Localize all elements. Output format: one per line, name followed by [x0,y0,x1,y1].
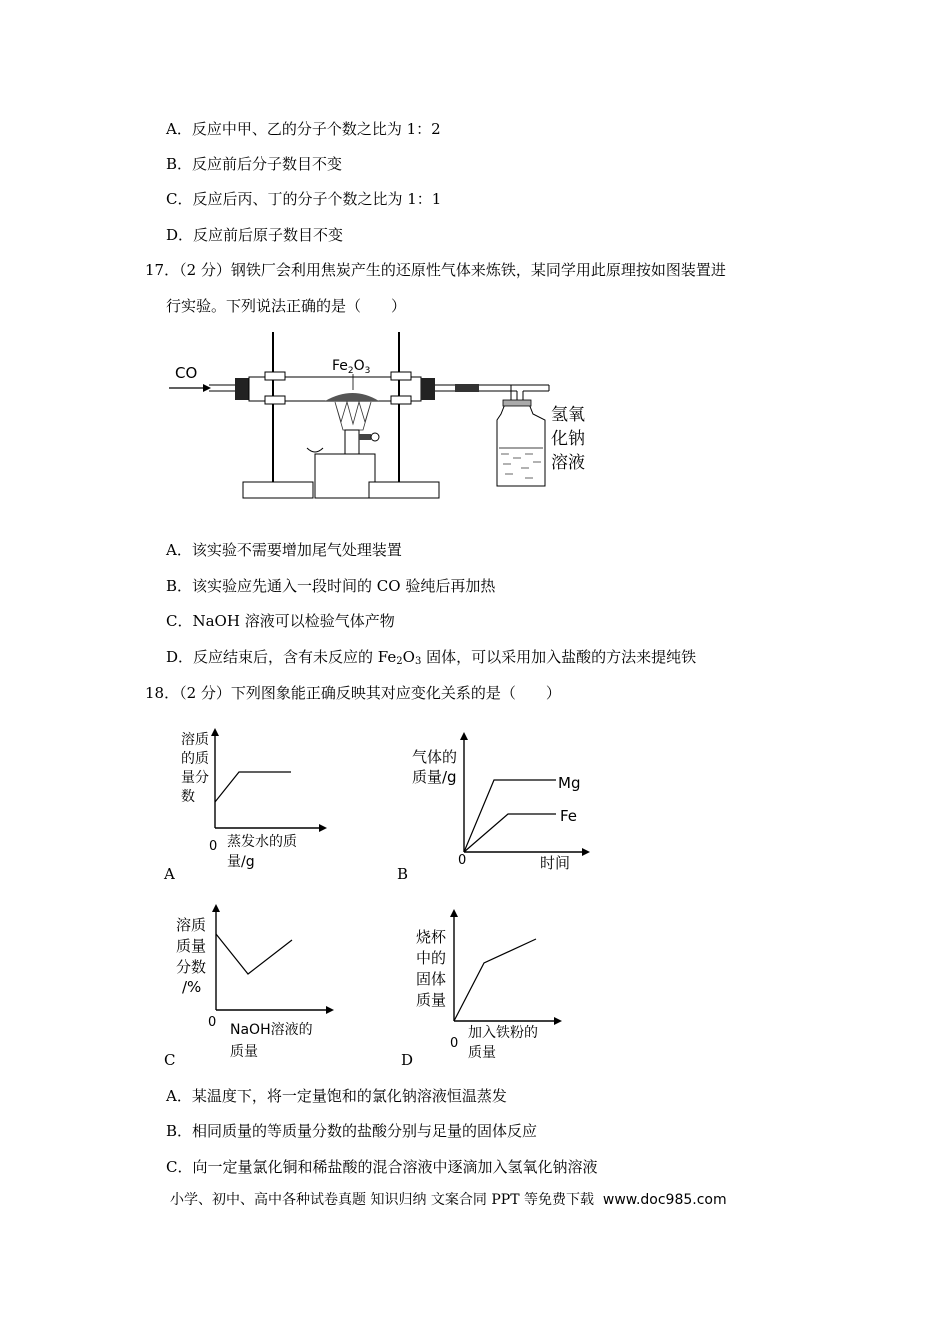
right-stopper [421,378,435,400]
option-letter: D． [166,648,194,666]
option-text: NaOH 溶液可以检验气体产物 [192,612,395,630]
graph-c-ylabel-1: 溶质 [176,916,207,934]
graph-b [408,728,603,873]
graph-a-ylabel-3: 量分 [181,770,209,786]
graph-c-xlabel-1: NaOH溶液的 [230,1022,313,1038]
right-stand-base [369,482,439,498]
graph-d [410,905,580,1063]
q18-stem [145,683,561,703]
graph-c-ylabel-2: 质量 [176,937,207,955]
footer-link[interactable]: www.doc985.com [602,1192,727,1208]
q18-option-c [166,1157,598,1177]
graph-b-series-fe: Fe [560,807,578,825]
graph-b-ylabel-2: 质量/g [412,768,457,786]
option-text-after: 固体，可以采用加入盐酸的方法来提纯铁 [421,648,697,666]
option-letter: A． [166,120,192,138]
option-letter: B． [166,1122,193,1140]
graph-c [172,900,352,1060]
graph-b-xlabel: 时间 [540,854,571,872]
graph-a-xlabel-2: 量/g [227,854,255,870]
graph-d-ylabel-3: 固体 [416,970,447,988]
option-text: 反应结束后，含有未反应的 Fe [193,648,397,666]
q17-option-b [166,576,495,596]
page-footer [170,1191,727,1209]
option-text: 该实验应先通入一段时间的 CO 验纯后再加热 [192,577,496,595]
graph-c-origin: 0 [208,1015,217,1030]
q16-option-c [166,189,441,209]
option-letter: B． [166,577,193,595]
graph-a-ylabel-4: 数 [181,789,195,805]
graph-c-xlabel-2: 质量 [230,1044,258,1060]
option-text: 相同质量的等质量分数的盐酸分别与足量的固体反应 [192,1122,538,1140]
question-stem: （2 分）下列图象能正确反映其对应变化关系的是（ ） [179,684,561,702]
gas-bottle [497,404,545,486]
burner-base [315,454,375,498]
left-stand-base [243,482,313,498]
q18-option-a [166,1086,507,1106]
q17-apparatus-figure [165,330,605,502]
option-letter: A． [166,1087,192,1105]
graph-c-ylabel-4: /% [182,978,202,996]
graph-a-ylabel-2: 的质 [181,751,209,767]
fe2o3-label: $Fe_2O_3$ [332,358,371,376]
option-text: 某温度下，将一定量饱和的氯化钠溶液恒温蒸发 [191,1087,507,1105]
q17-stem [145,260,726,280]
option-text: 向一定量氯化铜和稀盐酸的混合溶液中逐滴加入氢氧化钠溶液 [192,1158,598,1176]
graph-a-caption: A [164,865,175,883]
graph-a-origin: 0 [209,839,218,854]
q17-option-d [166,647,696,667]
graph-a-curve [215,772,291,802]
option-letter: C． [166,1158,193,1176]
option-text: 该实验不需要增加尾气处理装置 [191,541,402,559]
q18-option-b [166,1121,537,1141]
burner-neck [345,430,359,454]
option-text: 反应中甲、乙的分子个数之比为 1：2 [191,120,441,138]
option-letter: A． [166,541,192,559]
question-number: 18． [145,684,180,702]
option-text: 反应前后分子数目不变 [192,155,343,173]
q16-option-d [166,225,343,245]
q17-option-a [166,540,402,560]
question-stem-line1: （2 分）钢铁厂会利用焦炭产生的还原性气体来炼铁，某同学用此原理按如图装置进 [179,261,726,279]
graph-a-xlabel-1: 蒸发水的质 [227,834,297,850]
graph-d-caption: D [401,1051,414,1069]
graph-d-xlabel-2: 质量 [468,1045,496,1061]
graph-d-ylabel-2: 中的 [416,949,447,967]
solution-label-line2: 化钠 [551,429,585,449]
option-text: 反应前后原子数目不变 [193,226,344,244]
q17-stem-line2: 行实验。下列说法正确的是（ ） [166,297,407,315]
graph-a [175,728,345,873]
graph-d-ylabel-4: 质量 [416,991,447,1009]
option-letter: C． [166,612,193,630]
option-text: 反应后丙、丁的分子个数之比为 1：1 [192,190,442,208]
q17-option-c [166,611,395,631]
graph-a-ylabel-1: 溶质 [181,732,209,748]
footer-text: 小学、初中、高中各种试卷真题 知识归纳 文案合同 PPT 等免费下载 [170,1192,594,1208]
graph-c-caption: C [164,1051,176,1069]
graph-c-ylabel-3: 分数 [176,958,207,976]
graph-d-curve [454,939,536,1021]
graph-c-curve [216,934,292,974]
graph-b-series-mg: Mg [558,774,581,792]
left-stopper [235,378,249,400]
graph-d-xlabel-1: 加入铁粉的 [468,1025,538,1041]
graph-b-caption: B [397,865,409,883]
option-text-mid: O [402,648,415,666]
option-letter: D． [166,226,194,244]
solution-label-line1: 氢氧 [551,405,585,425]
gas-label: CO [175,364,198,382]
q16-option-a [166,119,441,139]
flame [335,402,371,430]
graph-b-curve-mg [464,780,556,852]
graph-b-ylabel-1: 气体的 [412,748,458,766]
subscript: 3 [414,656,422,667]
subscript: 2 [396,656,403,667]
graph-b-origin: 0 [458,853,467,868]
solution-label-line3: 溶液 [551,453,585,473]
question-number: 17． [145,261,180,279]
graph-d-origin: 0 [450,1036,459,1051]
option-letter: B． [166,155,193,173]
option-letter: C． [166,190,193,208]
q16-option-b [166,154,342,174]
graph-d-ylabel-1: 烧杯 [416,928,447,946]
